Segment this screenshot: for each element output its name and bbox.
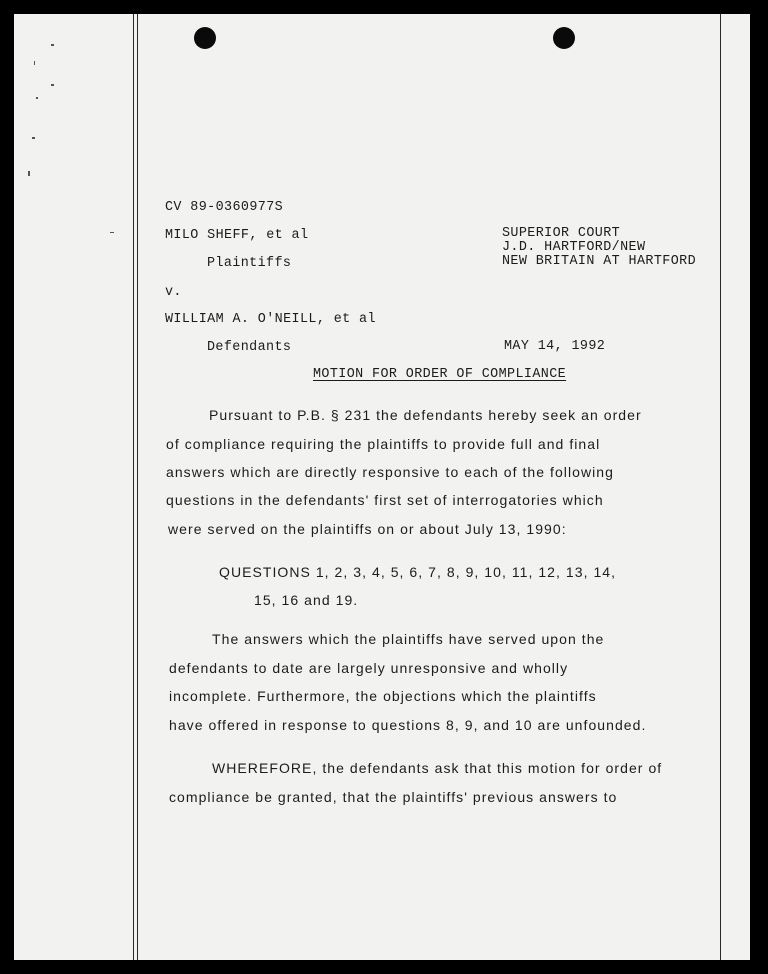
- scan-speck: [51, 84, 54, 86]
- court-location: NEW BRITAIN AT HARTFORD: [502, 254, 697, 269]
- paragraph-line: WHEREFORE, the defendants ask that this motion for order of: [212, 760, 663, 776]
- paragraph-line: answers which are directly responsive to each of the following: [166, 464, 614, 480]
- document-page: [14, 14, 750, 960]
- scan-speck: [32, 137, 35, 139]
- right-margin-rule: [720, 14, 721, 960]
- paragraph-line: compliance be granted, that the plaintiffs' previous answers to: [169, 789, 618, 805]
- filing-date: MAY 14, 1992: [504, 339, 606, 354]
- paragraph-line: defendants to date are largely unresponsive and wholly: [169, 660, 569, 676]
- paragraph-line: questions in the defendants' first set of interrogatories which: [166, 492, 604, 508]
- versus: v.: [165, 285, 182, 300]
- motion-title: MOTION FOR ORDER OF COMPLIANCE: [313, 367, 567, 382]
- docket-number: CV 89-0360977S: [165, 200, 284, 215]
- plaintiff-name: MILO SHEFF, et al: [165, 228, 309, 243]
- scan-speck: [34, 61, 35, 65]
- defendant-name: WILLIAM A. O'NEILL, et al: [165, 312, 376, 327]
- scan-speck: [51, 44, 54, 46]
- paragraph-line: were served on the plaintiffs on or about July 13, 1990:: [168, 521, 567, 537]
- court-name: SUPERIOR COURT: [502, 226, 621, 241]
- plaintiff-role: Plaintiffs: [207, 256, 292, 271]
- punch-hole-left: [194, 27, 216, 49]
- defendant-role: Defendants: [207, 340, 292, 355]
- court-district: J.D. HARTFORD/NEW: [502, 240, 646, 255]
- paragraph-line: The answers which the plaintiffs have served upon the: [212, 631, 605, 647]
- paragraph-line: Pursuant to P.B. § 231 the defendants hereby seek an order: [209, 407, 642, 423]
- scan-speck: [36, 97, 38, 99]
- left-margin-rule-inner: [137, 14, 138, 960]
- left-margin-rule: [133, 14, 134, 960]
- questions-line: 15, 16 and 19.: [254, 592, 359, 608]
- scan-speck: [28, 171, 30, 176]
- paragraph-line: of compliance requiring the plaintiffs to provide full and final: [166, 436, 601, 452]
- paragraph-line: have offered in response to questions 8, 9, and 10 are unfounded.: [169, 717, 647, 733]
- punch-hole-right: [553, 27, 575, 49]
- scan-speck: [110, 232, 114, 233]
- paragraph-line: incomplete. Furthermore, the objections which the plaintiffs: [169, 688, 597, 704]
- questions-line: QUESTIONS 1, 2, 3, 4, 5, 6, 7, 8, 9, 10, 11, 12, 13, 14,: [219, 564, 617, 580]
